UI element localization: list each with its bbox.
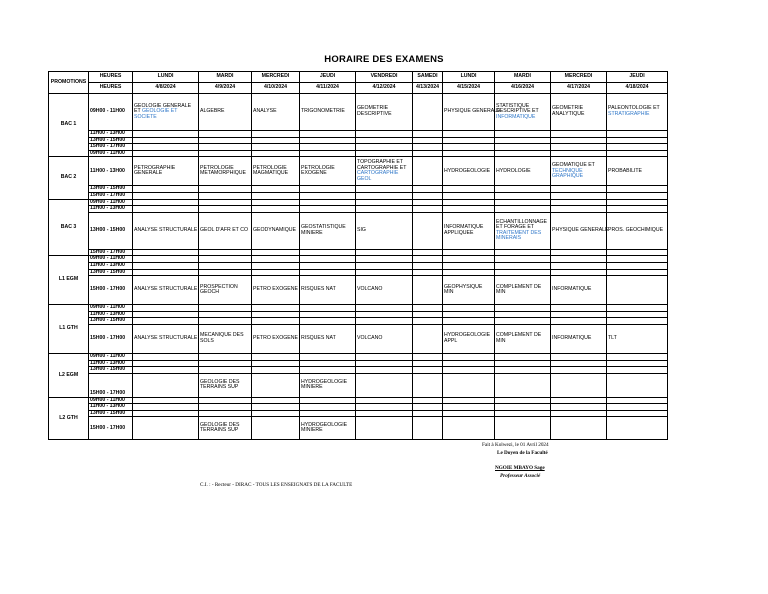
table-row	[49, 276, 668, 305]
exam-cell: PETROLOGIE METAMORPHIQUE	[199, 157, 252, 186]
promotion-label: BAC 3	[49, 199, 89, 256]
table-row	[49, 417, 668, 440]
header-row-days	[49, 72, 668, 83]
exam-cell: PHYSIQUE GENERALE	[443, 94, 495, 131]
exam-cell: GEOSTATISTIQUE MINIERE	[300, 212, 356, 249]
time-slot: 13H00 - 15H00	[89, 186, 133, 193]
day-header: LUNDI	[133, 72, 199, 83]
time-slot: 09H00 - 11H00	[89, 305, 133, 312]
time-slot: 09H00 - 11H00	[89, 256, 133, 263]
time-slot: 15H00 - 17H00	[89, 417, 133, 440]
date-header: 4/13/2024	[413, 83, 443, 94]
heures-header: HEURES	[89, 72, 133, 83]
time-slot: 15H00 - 17H00	[89, 324, 133, 353]
exam-cell	[413, 94, 443, 131]
exam-cell: HYDROGEOLOGIE APPL	[443, 324, 495, 353]
header-row-dates	[49, 83, 668, 94]
exam-cell	[133, 417, 199, 440]
time-slot: 15H00 - 17H00	[89, 373, 133, 397]
exam-cell	[413, 324, 443, 353]
signatory-name: NGOIE MBAYO Sage	[495, 465, 545, 471]
exam-cell: VOLCANO	[356, 324, 413, 353]
signatory-role: Le Doyen de la Faculté	[497, 450, 548, 456]
exam-cell	[607, 276, 668, 305]
time-slot: 13H00 - 15H00	[89, 212, 133, 249]
exam-cell: HYDROGEOLOGIE MINIERE	[300, 373, 356, 397]
exam-cell: GEOMETRIE ANALYTIQUE	[551, 94, 607, 131]
time-slot: 09H00 - 11H00	[89, 397, 133, 404]
exam-cell: COMPLEMENT DE MIN	[495, 324, 551, 353]
exam-cell: MECANIQUE DES SOLS	[199, 324, 252, 353]
heures-header: HEURES	[89, 83, 133, 94]
time-slot: 09H00 - 11H00	[89, 150, 133, 157]
day-header: JEUDI	[300, 72, 356, 83]
exam-schedule-table	[48, 71, 668, 440]
time-slot: 09H00 - 11H00	[89, 353, 133, 360]
exam-cell: HYDROLOGIE	[495, 157, 551, 186]
promotion-label: BAC 1	[49, 94, 89, 157]
exam-cell	[133, 373, 199, 397]
exam-cell: PETROLOGIE MAGMATIQUE	[252, 157, 300, 186]
time-slot: 11H00 - 13H00	[89, 262, 133, 269]
day-header: LUNDI	[443, 72, 495, 83]
day-header: VENDREDI	[356, 72, 413, 83]
time-slot: 13H00 - 15H00	[89, 269, 133, 276]
table-row	[49, 373, 668, 397]
promotion-label: L1 GTH	[49, 305, 89, 354]
promotion-label: L1 EGM	[49, 256, 89, 305]
signatory-title: Professeur Associé	[500, 473, 541, 479]
exam-cell: PETROGRAPHIE GENERALE	[133, 157, 199, 186]
exam-cell: GEOL D'AFR ET CO	[199, 212, 252, 249]
table-row	[49, 324, 668, 353]
exam-cell: TLT	[607, 324, 668, 353]
time-slot: 15H00 - 17H00	[89, 276, 133, 305]
day-header: JEUDI	[607, 72, 668, 83]
date-header: 4/10/2024	[252, 83, 300, 94]
exam-cell: PETRO EXOGENE	[252, 276, 300, 305]
day-header: MERCREDI	[252, 72, 300, 83]
time-slot: 15H00 - 17H00	[89, 144, 133, 151]
table-row	[49, 212, 668, 249]
time-slot: 11H00 - 13H00	[89, 311, 133, 318]
exam-cell: ANALYSE STRUCTURALE	[133, 212, 199, 249]
exam-cell: PETROLOGIE EXOGENE	[300, 157, 356, 186]
day-header: MARDI	[199, 72, 252, 83]
exam-cell: ANALYSE	[252, 94, 300, 131]
exam-cell	[413, 212, 443, 249]
exam-cell: PROS. GEOCHIMIQUE	[607, 212, 668, 249]
exam-cell: PROBABILITE	[607, 157, 668, 186]
exam-cell	[252, 373, 300, 397]
place-date: Fait à Kolwezi, le 01 Avril 2024	[482, 442, 549, 448]
exam-cell: HYDROGEOLOGIE MINIERE	[300, 417, 356, 440]
time-slot: 15H00 - 17H00	[89, 249, 133, 256]
exam-cell: INFORMATIQUE	[551, 276, 607, 305]
day-header: MARDI	[495, 72, 551, 83]
exam-cell: GEOLOGIE DES TERRAINS SUP	[199, 417, 252, 440]
exam-cell: GEOMATIQUE ET TECHNIQUE GRAPHIQUE	[551, 157, 607, 186]
exam-cell: TOPOGRAPHIE ET CARTOGRAPHIE ET CARTOGRAPHIE GEOL	[356, 157, 413, 186]
time-slot: 11H00 - 13H00	[89, 157, 133, 186]
promotion-label: BAC 2	[49, 157, 89, 199]
exam-cell: PALEONTOLOGIE ET STRATIGRAPHIE	[607, 94, 668, 131]
exam-cell: RISQUES NAT	[300, 324, 356, 353]
exam-cell: INFORMATIQUE APPLIQUEE	[443, 212, 495, 249]
date-header: 4/11/2024	[300, 83, 356, 94]
promotions-header: PROMOTIONS	[49, 72, 89, 94]
time-slot: 11H00 - 13H00	[89, 131, 133, 138]
time-slot: 13H00 - 15H00	[89, 318, 133, 325]
date-header: 4/15/2024	[443, 83, 495, 94]
exam-cell: ANALYSE STRUCTURALE	[133, 276, 199, 305]
exam-cell: INFORMATIQUE	[551, 324, 607, 353]
exam-cell: SIG	[356, 212, 413, 249]
exam-cell	[252, 417, 300, 440]
exam-cell: PETRO EXOGENE	[252, 324, 300, 353]
date-header: 4/12/2024	[356, 83, 413, 94]
exam-cell: GEOPHYSIQUE MIN	[443, 276, 495, 305]
exam-cell: RISQUES NAT	[300, 276, 356, 305]
exam-cell: ANALYSE STRUCTURALE	[133, 324, 199, 353]
promotion-label: L2 EGM	[49, 353, 89, 397]
table-row	[49, 157, 668, 186]
exam-cell: TRIGONOMETRIE	[300, 94, 356, 131]
exam-cell: VOLCANO	[356, 276, 413, 305]
exam-cell: GEOLOGIE GENERALE ET GEOLOGIE ET SOCIETE	[133, 94, 199, 131]
time-slot: 13H00 - 15H00	[89, 367, 133, 374]
time-slot: 15H00 - 17H00	[89, 192, 133, 199]
table-row	[49, 94, 668, 131]
date-header: 4/18/2024	[607, 83, 668, 94]
exam-cell: PROSPECTION GEOCH	[199, 276, 252, 305]
exam-cell: ALGEBRE	[199, 94, 252, 131]
exam-cell: STATISTIQUE DESCRIPTIVE ET INFORMATIQUE	[495, 94, 551, 131]
copy-list: C.I. : - Recteur - DIRAC - TOUS LES ENSEIGNATS DE LA FACULTE	[200, 482, 353, 488]
date-header: 4/9/2024	[199, 83, 252, 94]
date-header: 4/8/2024	[133, 83, 199, 94]
date-header: 4/16/2024	[495, 83, 551, 94]
time-slot: 09H00 - 11H00	[89, 94, 133, 131]
time-slot: 11H00 - 13H00	[89, 206, 133, 213]
exam-cell: HYDROGEOLOGIE	[443, 157, 495, 186]
exam-cell: GEOMETRIE DESCRIPTIVE	[356, 94, 413, 131]
exam-cell: ECHANTILLONNAGE ET FORAGE ET TRAITEMENT DES MINERAIS	[495, 212, 551, 249]
time-slot: 13H00 - 15H00	[89, 137, 133, 144]
day-header: MERCREDI	[551, 72, 607, 83]
day-header: SAMEDI	[413, 72, 443, 83]
time-slot: 11H00 - 13H00	[89, 404, 133, 411]
time-slot: 09H00 - 11H00	[89, 199, 133, 206]
promotion-label: L2 GTH	[49, 397, 89, 440]
exam-cell: COMPLEMENT DE MIN	[495, 276, 551, 305]
exam-cell	[413, 276, 443, 305]
exam-cell: GEODYNAMIQUE	[252, 212, 300, 249]
exam-cell	[413, 157, 443, 186]
exam-cell: GEOLOGIE DES TERRAINS SUP	[199, 373, 252, 397]
page-title: HORAIRE DES EXAMENS	[324, 54, 444, 65]
date-header: 4/17/2024	[551, 83, 607, 94]
time-slot: 11H00 - 13H00	[89, 360, 133, 367]
time-slot: 13H00 - 15H00	[89, 410, 133, 417]
exam-cell: PHYSIQUE GENERALE	[551, 212, 607, 249]
